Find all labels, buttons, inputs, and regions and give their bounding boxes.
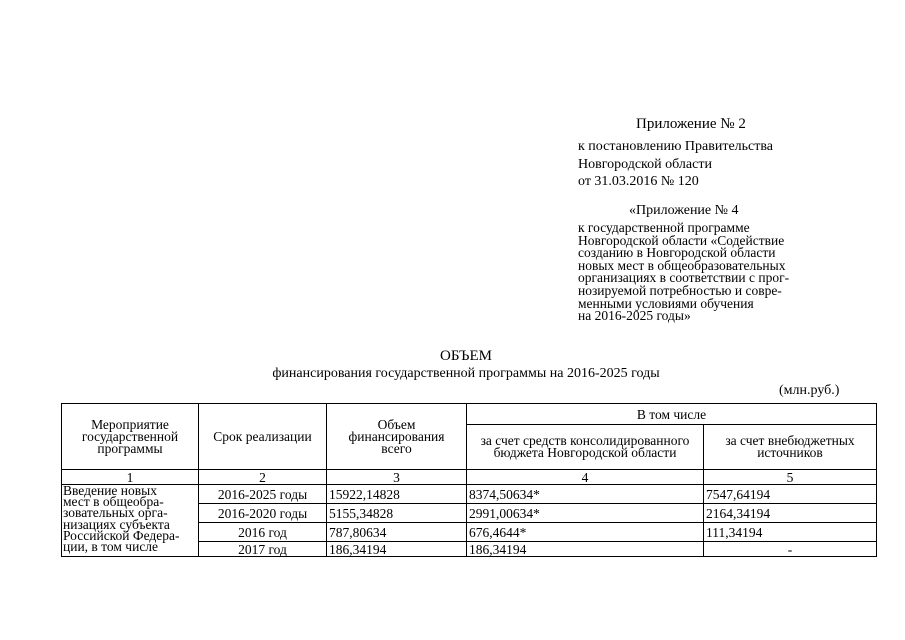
period-cell: 2017 год [199,542,327,557]
total-cell: 186,34194 [327,542,467,557]
period-cell: 2016-2025 годы [199,485,327,504]
header-event-line: государственной [81,428,179,444]
header-total [327,404,467,470]
header-event-line: программы [97,440,163,456]
header-budget-line: бюджета Новгородской области [493,445,677,460]
column-number: 5 [704,470,877,485]
program-appendix-line: организациях в соответствии с прог- [578,270,790,286]
total-cell: 15922,14828 [327,485,467,504]
program-appendix-heading: «Приложение № 4 [629,203,739,218]
extra-cell: - [704,542,877,557]
column-number: 1 [62,470,199,485]
column-number: 4 [467,470,704,485]
header-total-line: финансирования [348,428,445,444]
header-extra-line: за счет внебюджетных [725,433,855,448]
financing-table [61,403,877,557]
resolution-line: от 31.03.2016 № 120 [578,174,699,189]
column-number-row [62,470,877,485]
event-name-line: зовательных орга- [63,505,168,521]
resolution-appendix-details [578,138,773,191]
extra-cell: 2164,34194 [704,504,877,523]
extra-cell: 7547,64194 [704,485,877,504]
event-name-cell [62,485,199,557]
resolution-line: к постановлению Правительства [578,139,774,154]
table-header-row [62,404,877,425]
header-including: В том числе [467,404,877,425]
header-period: Срок реализации [199,404,327,470]
header-total-line: всего [381,440,412,456]
event-name-line: мест в общеобра- [63,494,164,510]
program-appendix-line: новых мест в общеобразовательных [578,257,786,273]
table-row [62,485,877,504]
header-extra-line: источников [757,445,823,460]
program-appendix-line: на 2016-2025 годы» [578,308,691,324]
program-appendix-line: созданию в Новгородской области [578,245,776,261]
event-name-line: ции, в том числе [63,539,159,555]
document-title: ОБЪЕМ [440,348,492,364]
column-number: 2 [199,470,327,485]
event-name-line: Российской Федера- [63,527,180,543]
header-event [62,404,199,470]
resolution-appendix-heading: Приложение № 2 [636,116,746,132]
header-extra [704,425,877,470]
program-appendix-line: Новгородской области «Содействие [578,232,785,248]
total-cell: 5155,34828 [327,504,467,523]
program-appendix-details [578,222,789,323]
event-name-line: Введение новых [63,484,157,498]
program-appendix-line: менными условиями обучения [578,295,754,311]
header-budget [467,425,704,470]
program-appendix-line: нозируемой потребностью и совре- [578,282,782,298]
header-event-line: Мероприятие [91,416,169,432]
period-cell: 2016-2020 годы [199,504,327,523]
header-total-line: Объем [377,416,416,432]
period-cell: 2016 год [199,523,327,542]
column-number: 3 [327,470,467,485]
extra-cell: 111,34194 [704,523,877,542]
resolution-line: Новгородской области [578,156,712,172]
budget-cell: 676,4644* [467,523,704,542]
header-budget-line: за счет средств консолидированного [480,433,690,448]
document-subtitle: финансирования государственной программы на 2016-2025 годы [272,366,660,381]
event-name-line: низациях субъекта [63,516,170,532]
budget-cell: 186,34194 [467,542,704,557]
budget-cell: 8374,50634* [467,485,704,504]
budget-cell: 2991,00634* [467,504,704,523]
program-appendix-line: к государственной программе [578,220,750,235]
unit-label: (млн.руб.) [779,383,840,398]
total-cell: 787,80634 [327,523,467,542]
